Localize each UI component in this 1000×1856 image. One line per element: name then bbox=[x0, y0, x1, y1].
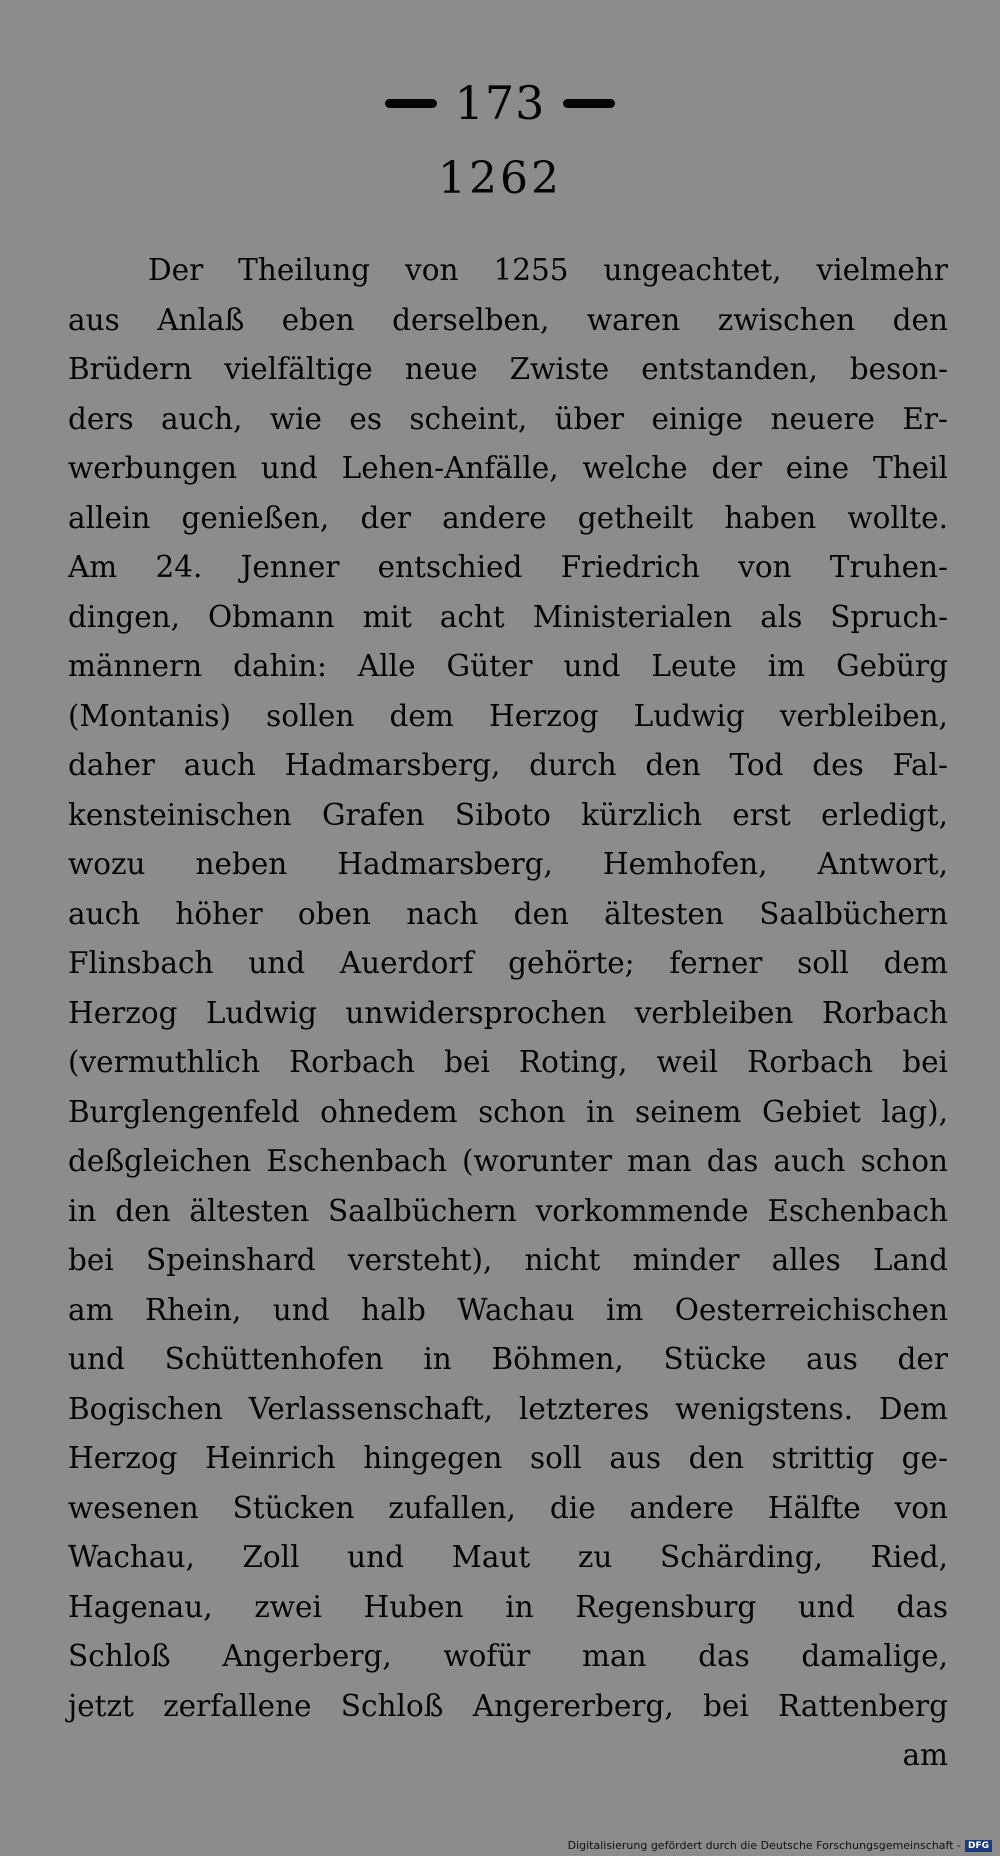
text-line: Herzog Heinrich hingegen soll aus den strittig ge- bbox=[68, 1441, 948, 1475]
page-number-text: 173 bbox=[454, 76, 546, 130]
page-number bbox=[0, 75, 1000, 131]
footer-credit-text: Digitalisierung gefördert durch die Deutsche Forschungsgemeinschaft - bbox=[567, 1839, 961, 1852]
body-text bbox=[68, 246, 948, 1781]
text-line: kensteinischen Grafen Siboto kürzlich erst erledigt, bbox=[68, 797, 948, 832]
digitization-footer bbox=[568, 1836, 992, 1856]
text-line: Der Theilung von 1255 ungeachtet, vielmehr bbox=[148, 253, 948, 287]
text-line: jetzt zerfallene Schloß Angererberg, bei Rattenberg bbox=[68, 1688, 948, 1723]
text-line: deßgleichen Eschenbach (worunter man das auch schon bbox=[68, 1144, 948, 1178]
text-line: Wachau, Zoll und Maut zu Schärding, Ried, bbox=[68, 1540, 948, 1574]
text-line: werbungen und Lehen-Anfälle, welche der eine Theil bbox=[68, 451, 948, 485]
text-line: (vermuthlich Rorbach bei Roting, weil Rorbach bei bbox=[68, 1045, 948, 1079]
right-ornament-dash bbox=[563, 99, 615, 108]
catchword-line: am bbox=[902, 1738, 948, 1772]
text-line: auch höher oben nach den ältesten Saalbüchern bbox=[68, 896, 948, 931]
text-line: aus Anlaß eben derselben, waren zwischen den bbox=[68, 302, 948, 337]
text-line: wesenen Stücken zufallen, die andere Hälfte von bbox=[68, 1490, 948, 1525]
dfg-logo: DFG bbox=[965, 1840, 992, 1852]
text-line: daher auch Hadmarsberg, durch den Tod des Fal- bbox=[68, 748, 948, 782]
text-line: dingen, Obmann mit acht Ministerialen als Spruch- bbox=[68, 599, 948, 634]
text-line: Bogischen Verlassenschaft, letzteres wenigstens. Dem bbox=[68, 1391, 948, 1426]
left-ornament-dash bbox=[385, 99, 437, 108]
text-line: Burglengenfeld ohnedem schon in seinem Gebiet lag), bbox=[68, 1094, 948, 1129]
text-line: allein genießen, der andere getheilt haben wollte. bbox=[68, 500, 948, 535]
year-heading: 1262 bbox=[438, 153, 562, 204]
text-line: Herzog Ludwig unwidersprochen verbleiben Rorbach bbox=[68, 995, 948, 1030]
text-line: am Rhein, und halb Wachau im Oesterreichischen bbox=[68, 1292, 948, 1327]
text-line: Am 24. Jenner entschied Friedrich von Truhen- bbox=[68, 550, 948, 584]
text-line: ders auch, wie es scheint, über einige neuere Er- bbox=[68, 401, 948, 436]
text-line: Schloß Angerberg, wofür man das damalige, bbox=[68, 1639, 948, 1673]
text-line: Flinsbach und Auerdorf gehörte; ferner soll dem bbox=[68, 946, 948, 980]
text-line: Brüdern vielfältige neue Zwiste entstanden, beson- bbox=[68, 352, 948, 386]
text-line: wozu neben Hadmarsberg, Hemhofen, Antwort, bbox=[68, 847, 948, 881]
text-line: männern dahin: Alle Güter und Leute im Gebürg bbox=[68, 649, 948, 683]
text-line: Hagenau, zwei Huben in Regensburg und das bbox=[68, 1589, 948, 1624]
text-line: bei Speinshard versteht), nicht minder alles Land bbox=[68, 1243, 948, 1277]
text-line: (Montanis) sollen dem Herzog Ludwig verbleiben, bbox=[68, 698, 948, 733]
text-line: in den ältesten Saalbüchern vorkommende Eschenbach bbox=[68, 1193, 948, 1228]
text-line: und Schüttenhofen in Böhmen, Stücke aus der bbox=[68, 1342, 948, 1376]
